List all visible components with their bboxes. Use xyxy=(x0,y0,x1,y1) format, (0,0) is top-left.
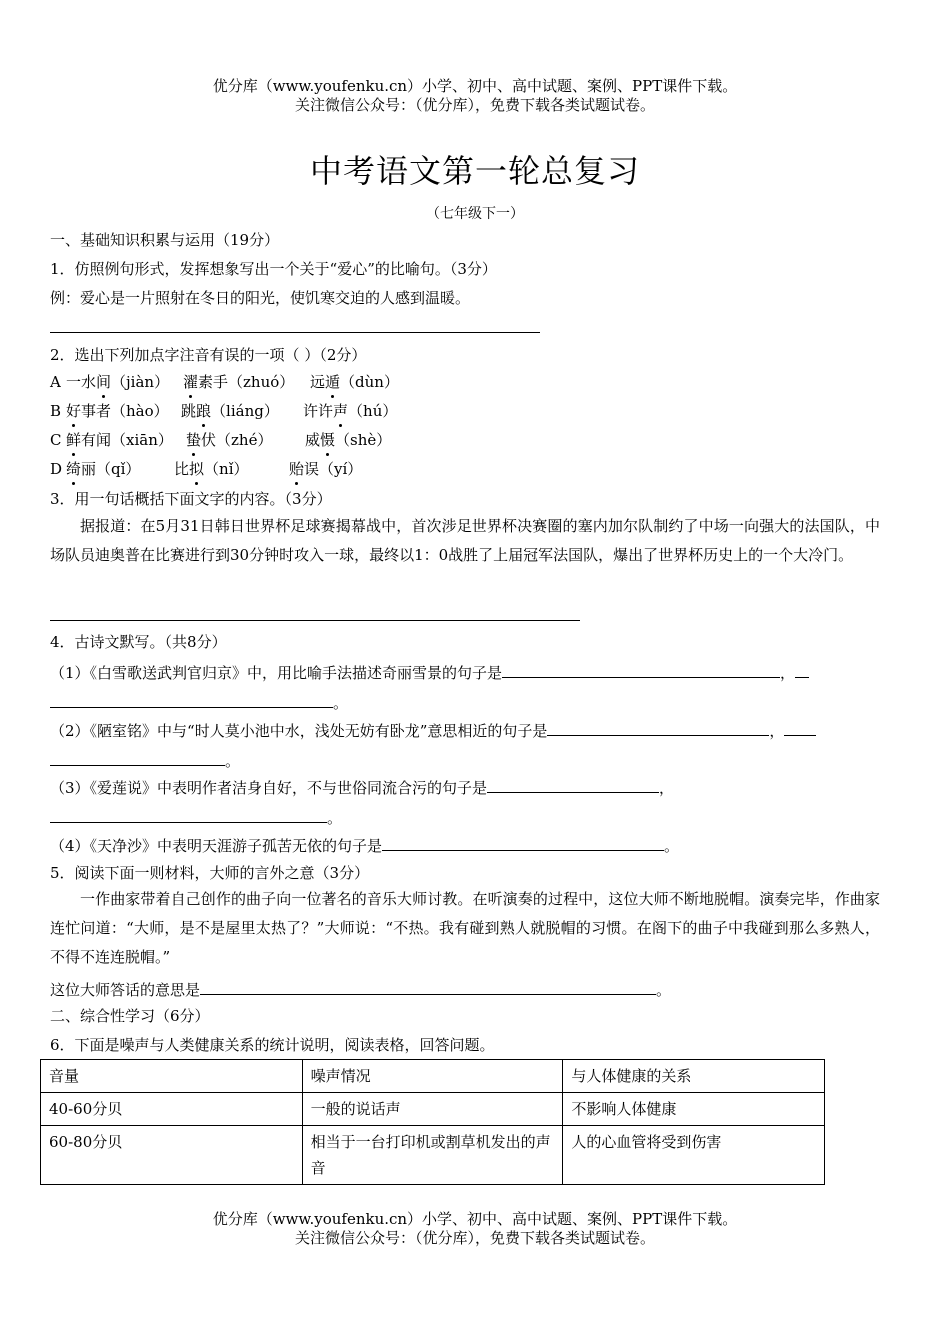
q4-item-3-cont: 。 xyxy=(50,806,342,828)
table-header-cell: 音量 xyxy=(41,1060,303,1093)
table-header-row xyxy=(41,1060,825,1093)
q1-example: 例：爱心是一片照射在冬日的阳光，使饥寒交迫的人感到温暖。 xyxy=(50,289,471,307)
option-item: 许许声（hú） xyxy=(303,402,398,420)
table-cell: 相当于一台打印机或割草机发出的声音 xyxy=(302,1126,563,1185)
option-label: C xyxy=(50,431,62,449)
q5-answer: 这位大师答话的意思是 。 xyxy=(50,978,671,1000)
footer-line-2: 关注微信公众号：（优分库），免费下载各类试题试卷。 xyxy=(294,1229,655,1247)
q1-prompt: 1．仿照例句形式，发挥想象写出一个关于“爱心”的比喻句。（3分） xyxy=(50,260,497,278)
option-item: 鲜有闻（xiān） xyxy=(66,431,173,449)
option-item: 贻误（yí） xyxy=(289,460,363,478)
table-row xyxy=(41,1093,825,1126)
q2-option-b xyxy=(50,401,398,421)
option-item: 好事者（hào） xyxy=(66,402,169,420)
option-item: 威慑（shè） xyxy=(305,431,392,449)
option-item: 跳踉（liáng） xyxy=(181,402,279,420)
q4-prompt: 4．古诗文默写。（共8分） xyxy=(50,633,227,651)
table-cell: 60-80分贝 xyxy=(41,1126,303,1185)
option-item: 远遁（dùn） xyxy=(310,373,399,391)
q4-item-4: （4）《天净沙》中表明天涯游子孤苦无依的句子是 。 xyxy=(50,834,679,856)
q5-passage: 一作曲家带着自己创作的曲子向一位著名的音乐大师讨教。在听演奏的过程中，这位大师不断地脱帽。演奏完毕，作曲家连忙问道：“大师，是不是屋里太热了？”大师说：“不热。我有碰到熟人就脱帽的习惯。在阁下的曲子中我碰到那么多熟人，不得不连连脱帽。” xyxy=(50,890,880,966)
footer-watermark xyxy=(0,1210,950,1248)
table-cell: 人的心血管将受到伤害 xyxy=(563,1126,825,1185)
option-item: 一水间（jiàn） xyxy=(66,373,170,391)
q3-prompt: 3．用一句话概括下面文字的内容。（3分） xyxy=(50,490,332,508)
table-cell: 40-60分贝 xyxy=(41,1093,303,1126)
q5-prompt: 5．阅读下面一则材料，大师的言外之意（3分） xyxy=(50,864,370,882)
section-2-heading: 二、综合性学习（6分） xyxy=(50,1007,210,1025)
q4-2-blank-b-start[interactable] xyxy=(784,719,816,736)
q4-1-blank-b[interactable] xyxy=(50,691,333,708)
option-label: B xyxy=(50,402,62,420)
table-header-cell: 与人体健康的关系 xyxy=(563,1060,825,1093)
footer-line-1: 优分库（www.youfenku.cn）小学、初中、高中试题、案例、PPT课件下载。 xyxy=(212,1210,738,1228)
option-label: D xyxy=(50,460,63,478)
noise-health-table xyxy=(40,1059,825,1185)
q2-prompt: 2．选出下列加点字注音有误的一项（ ）（2分） xyxy=(50,346,367,364)
q2-option-d xyxy=(50,459,363,479)
q4-item-2-cont: 。 xyxy=(50,749,240,771)
q6-prompt: 6．下面是噪声与人类健康关系的统计说明，阅读表格，回答问题。 xyxy=(50,1036,495,1054)
q4-1-blank-b-start[interactable] xyxy=(795,661,809,678)
q2-option-a xyxy=(50,372,399,392)
q4-2-blank-b[interactable] xyxy=(50,749,225,766)
q4-item-1: （1）《白雪歌送武判官归京》中，用比喻手法描述奇丽雪景的句子是 ， xyxy=(50,661,809,683)
q4-2-blank-a[interactable] xyxy=(547,719,769,736)
option-item: 蛰伏（zhé） xyxy=(186,431,273,449)
q1-answer-line[interactable] xyxy=(50,332,540,333)
table-row xyxy=(41,1126,825,1185)
table-header-cell: 噪声情况 xyxy=(302,1060,563,1093)
page-title: 中考语文第一轮总复习 xyxy=(309,152,640,190)
header-line-2: 关注微信公众号：（优分库），免费下载各类试题试卷。 xyxy=(294,96,655,114)
header-watermark xyxy=(0,77,950,115)
q4-4-blank[interactable] xyxy=(382,834,664,851)
q4-1-blank-a[interactable] xyxy=(502,661,780,678)
q4-item-3: （3）《爱莲说》中表明作者洁身自好，不与世俗同流合污的句子是 ， xyxy=(50,776,674,798)
q2-option-c xyxy=(50,430,392,450)
q4-3-blank-b[interactable] xyxy=(50,806,327,823)
q5-answer-blank[interactable] xyxy=(200,978,656,995)
table-cell: 不影响人体健康 xyxy=(563,1093,825,1126)
header-line-1: 优分库（www.youfenku.cn）小学、初中、高中试题、案例、PPT课件下载。 xyxy=(212,77,738,95)
option-item: 濯素手（zhuó） xyxy=(183,373,295,391)
option-label: A xyxy=(50,373,61,391)
q3-passage: 据报道：在5月31日韩日世界杯足球赛揭幕战中，首次涉足世界杯决赛圈的塞内加尔队制约了中场一向强大的法国队，中场队员迪奥普在比赛进行到30分钟时攻入一球，最终以1：0战胜了上届冠军法国队，爆出了世界杯历史上的一个大冷门。 xyxy=(50,517,880,564)
option-item: 比拟（nǐ） xyxy=(174,460,249,478)
table-cell: 一般的说话声 xyxy=(302,1093,563,1126)
page-subtitle: （七年级下一） xyxy=(426,206,524,222)
option-item: 绮丽（qǐ） xyxy=(66,460,141,478)
q4-item-2: （2）《陋室铭》中与“时人莫小池中水，浅处无妨有卧龙”意思相近的句子是 ， xyxy=(50,719,816,741)
q4-item-1-cont: 。 xyxy=(50,691,348,713)
q3-answer-line[interactable] xyxy=(50,620,580,621)
q4-3-blank-a[interactable] xyxy=(487,776,659,793)
section-1-heading: 一、基础知识积累与运用（19分） xyxy=(50,231,280,249)
